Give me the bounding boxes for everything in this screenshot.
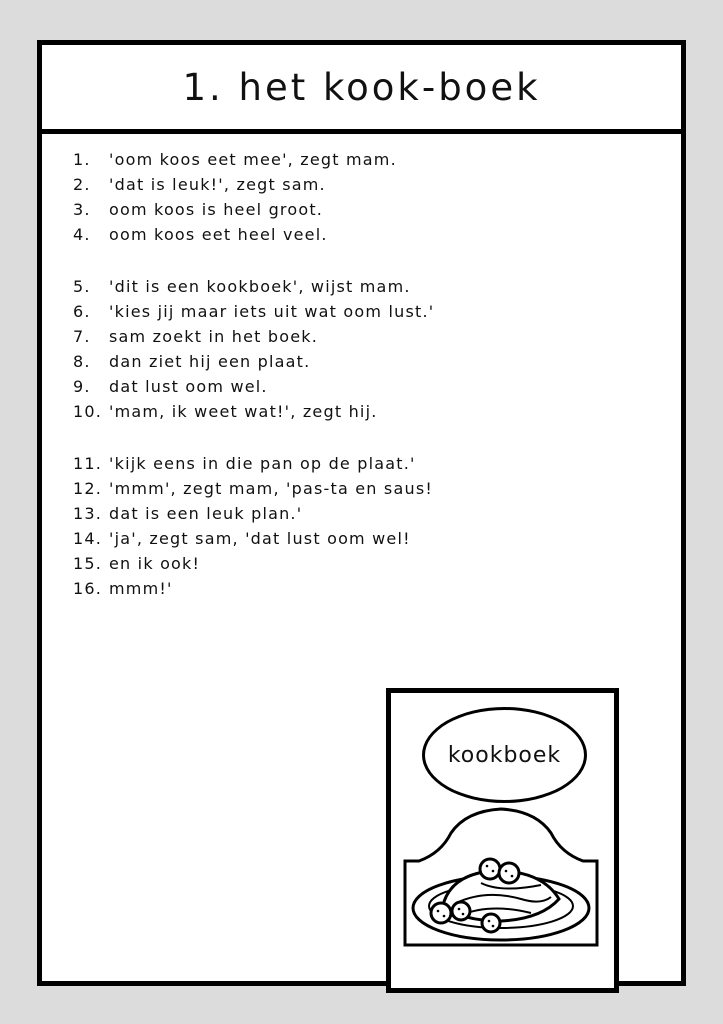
line-number: 7. <box>73 327 91 346</box>
story-line <box>73 197 434 222</box>
line-text: dat lust oom wel. <box>109 377 268 396</box>
stanza-gap <box>73 424 434 451</box>
story-line <box>73 451 434 476</box>
line-text: 'ja', zegt sam, 'dat lust oom wel! <box>109 529 411 548</box>
story-line <box>73 222 434 247</box>
stanza-gap <box>73 247 434 274</box>
cookbook-label: kookboek <box>422 707 587 803</box>
line-number: 13. <box>73 504 103 523</box>
story-line <box>73 501 434 526</box>
story-line <box>73 526 434 551</box>
line-number: 16. <box>73 579 103 598</box>
page-title: 1. het kook-boek <box>182 65 541 109</box>
line-text: 'kijk eens in die pan op de plaat.' <box>109 454 416 473</box>
story-line <box>73 274 434 299</box>
line-text: dat is een leuk plan.' <box>109 504 303 523</box>
line-number: 8. <box>73 352 91 371</box>
line-text: 'dit is een kookboek', wijst mam. <box>109 277 411 296</box>
title-box <box>42 45 681 134</box>
line-number: 3. <box>73 200 91 219</box>
line-number: 5. <box>73 277 91 296</box>
story-line <box>73 576 434 601</box>
story-line <box>73 324 434 349</box>
line-number: 1. <box>73 150 91 169</box>
story-line <box>73 374 434 399</box>
line-number: 14. <box>73 529 103 548</box>
line-text: 'kies jij maar iets uit wat oom lust.' <box>109 302 435 321</box>
line-number: 10. <box>73 402 103 421</box>
line-text: sam zoekt in het boek. <box>109 327 319 346</box>
story-line <box>73 299 434 324</box>
line-text: 'dat is leuk!', zegt sam. <box>109 175 326 194</box>
story-line <box>73 399 434 424</box>
line-text: dan ziet hij een plaat. <box>109 352 311 371</box>
story-lines <box>73 147 434 601</box>
line-number: 15. <box>73 554 103 573</box>
line-text: oom koos is heel groot. <box>109 200 324 219</box>
story-line <box>73 147 434 172</box>
story-line <box>73 349 434 374</box>
line-text: en ik ook! <box>109 554 201 573</box>
story-line <box>73 551 434 576</box>
line-text: 'mmm', zegt mam, 'pas-ta en saus! <box>109 479 433 498</box>
story-line <box>73 172 434 197</box>
line-text: oom koos eet heel veel. <box>109 225 328 244</box>
line-number: 6. <box>73 302 91 321</box>
line-number: 2. <box>73 175 91 194</box>
story-line <box>73 476 434 501</box>
cookbook-illustration <box>386 688 619 993</box>
line-number: 9. <box>73 377 91 396</box>
line-text: 'oom koos eet mee', zegt mam. <box>109 150 397 169</box>
line-text: mmm!' <box>109 579 173 598</box>
line-text: 'mam, ik weet wat!', zegt hij. <box>109 402 378 421</box>
line-number: 12. <box>73 479 103 498</box>
line-number: 4. <box>73 225 91 244</box>
line-number: 11. <box>73 454 103 473</box>
